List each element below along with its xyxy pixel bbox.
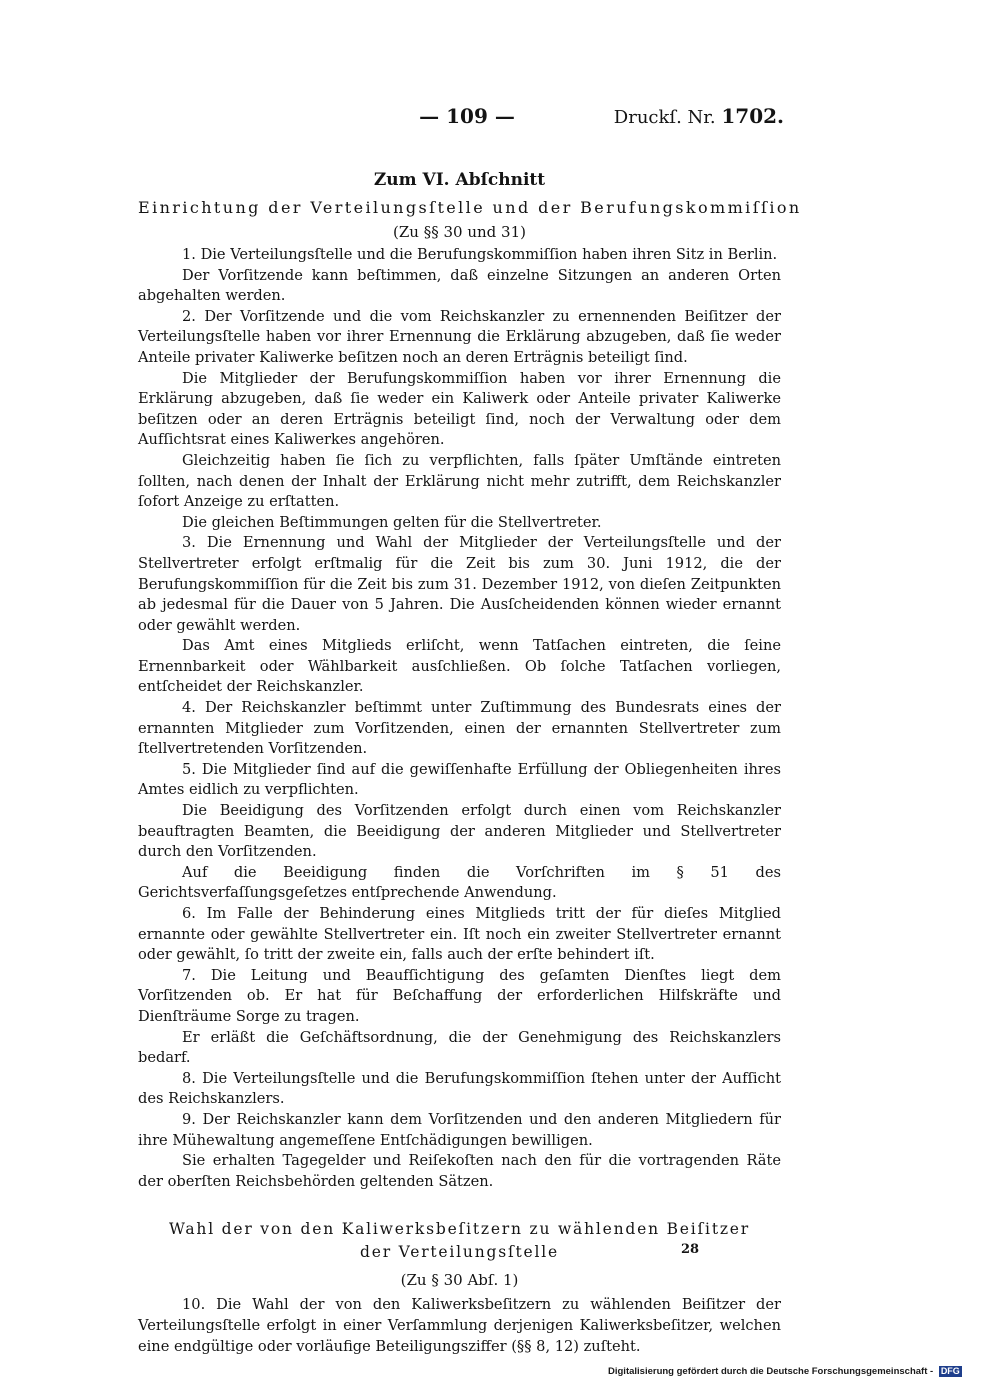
footer-text: Digitalisierung gefördert durch die Deutsche Forschungsgemeinschaft - <box>608 1366 934 1378</box>
signature-mark: 28 <box>681 1242 700 1257</box>
section-subtitle: Einrichtung der Verteilungsſtelle und der Berufungskommiſſion <box>138 198 802 217</box>
section-title: Wahl der von den Kaliwerksbeſitzern zu wählenden Beiſitzer <box>168 1220 750 1239</box>
page-header <box>0 104 1000 134</box>
document-reference-prefix: Druckſ. Nr. <box>613 107 716 128</box>
paragraph: Sie erhalten Tagegelder und Reiſekoſten nach den für die vortragenden Räte der oberſten Reichsbehörden geltenden Sätzen. <box>138 1152 781 1190</box>
section-title-continued: der Verteilungsſtelle <box>360 1243 559 1262</box>
section-election <box>138 1218 781 1357</box>
paragraph: Die gleichen Beſtimmungen gelten für die Stellvertreter. <box>182 513 602 531</box>
section-reference: (Zu § 30 Abſ. 1) <box>400 1271 519 1290</box>
paragraph: 8. Die Verteilungsſtelle und die Berufungskommiſſion ſtehen unter der Aufſicht des Reichskanzlers. <box>138 1069 781 1108</box>
paragraph: 3. Die Ernennung und Wahl der Mitglieder der Verteilungsſtelle und der Stellvertreter erfolgt erſtmalig für die Zeit bis zum 30. Juni 1912, die der Berufungskommiſſion für die Zeit bis zum 31. Dezember 1912, von dieſen Zeitpunkten ab jedesmal für die Dauer von 5 Jahren. Die Ausſcheidenden können wieder ernannt oder gewählt werden. <box>138 534 781 634</box>
paragraph: Das Amt eines Mitglieds erliſcht, wenn Tatſachen eintreten, die ſeine Ernennbarkeit oder Wählbarkeit ausſchließen. Ob ſolche Tatſachen vorliegen, entſcheidet der Reichskanzler. <box>138 637 781 696</box>
paragraph: 6. Im Falle der Behinderung eines Mitglieds tritt der für dieſes Mitglied ernannte oder gewählte Stellvertreter ein. Iſt noch ein zweiter Stellvertreter ernannt oder gewählt, ſo tritt der zweite ein, falls auch der erſte behindert iſt. <box>138 905 781 964</box>
paragraph: Der Vorſitzende kann beſtimmen, daß einzelne Sitzungen an anderen Orten abgehalten werden. <box>138 266 781 305</box>
page-body <box>138 170 802 1357</box>
dfg-logo: DFG <box>940 1366 960 1376</box>
section-title: Zum VI. Abſchnitt <box>373 170 546 190</box>
document-reference-number: 1702. <box>721 104 784 128</box>
paragraph: 5. Die Mitglieder ſind auf die gewiſſenhafte Erfüllung der Obliegenheiten ihres Amtes eidlich zu verpflichten. <box>138 760 781 799</box>
paragraph: 10. Die Wahl der von den Kaliwerksbeſitzern zu wählenden Beiſitzer der Verteilungsſtelle erfolgt in einer Verſammlung derjenigen Kaliwerksbeſitzer, welchen eine endgültige oder vorläufige Beteiligungsziffer (§§ 8, 12) zuſteht. <box>138 1296 781 1355</box>
section-vi <box>138 170 802 1192</box>
paragraph: Die Mitglieder der Berufungskommiſſion haben vor ihrer Ernennung die Erklärung abzugeben, daß ſie weder ein Kaliwerk oder Anteile privater Kaliwerke beſitzen oder an deren Erträgnis beteiligt ſind, noch der Verwaltung oder dem Aufſichtsrat eines Kaliwerkes angehören. <box>138 369 781 449</box>
section-reference: (Zu §§ 30 und 31) <box>393 223 526 241</box>
paragraph: 9. Der Reichskanzler kann dem Vorſitzenden und den anderen Mitgliedern für ihre Mühewaltung angemeſſene Entſchädigungen bewilligen. <box>138 1110 781 1149</box>
paragraph: Gleichzeitig haben ſie ſich zu verpflichten, falls ſpäter Umſtände eintreten ſollten, nach denen der Inhalt der Erklärung nicht mehr zutrifft, dem Reichskanzler ſofort Anzeige zu erſtatten. <box>138 451 781 511</box>
footer-credit <box>608 1366 962 1377</box>
paragraph: Auf die Beeidigung finden die Vorſchriften im § 51 des Gerichtsverfaſſungsgeſetzes entſprechende Anwendung. <box>138 863 781 902</box>
page-number: — 109 — <box>419 104 515 128</box>
paragraph: 4. Der Reichskanzler beſtimmt unter Zuſtimmung des Bundesrats eines der ernannten Mitglieder zum Vorſitzenden, einen der ernannten Stellvertreter zum ſtellvertretenden Vorſitzenden. <box>138 699 781 758</box>
paragraph: Die Beeidigung des Vorſitzenden erfolgt durch einen vom Reichskanzler beauftragten Beamten, die Beeidigung der anderen Mitglieder und Stellvertreter durch den Vorſitzenden. <box>138 802 781 861</box>
paragraph: 2. Der Vorſitzende und die vom Reichskanzler zu ernennenden Beiſitzer der Verteilungsſtelle haben vor ihrer Ernennung die Erklärung abzugeben, daß ſie weder Anteile privater Kaliwerke beſitzen noch an deren Erträgnis beteiligt ſind. <box>138 307 781 366</box>
paragraph: 7. Die Leitung und Beaufſichtigung des geſamten Dienſtes liegt dem Vorſitzenden ob. Er hat für Beſchaffung der erforderlichen Hilfskräfte und Dienſträume Sorge zu tragen. <box>138 966 781 1025</box>
paragraph: Er erläßt die Geſchäftsordnung, die der Genehmigung des Reichskanzlers bedarf. <box>138 1028 781 1067</box>
paragraph: 1. Die Verteilungsſtelle und die Berufungskommiſſion haben ihren Sitz in Berlin. <box>182 246 778 263</box>
document-reference <box>614 104 784 128</box>
